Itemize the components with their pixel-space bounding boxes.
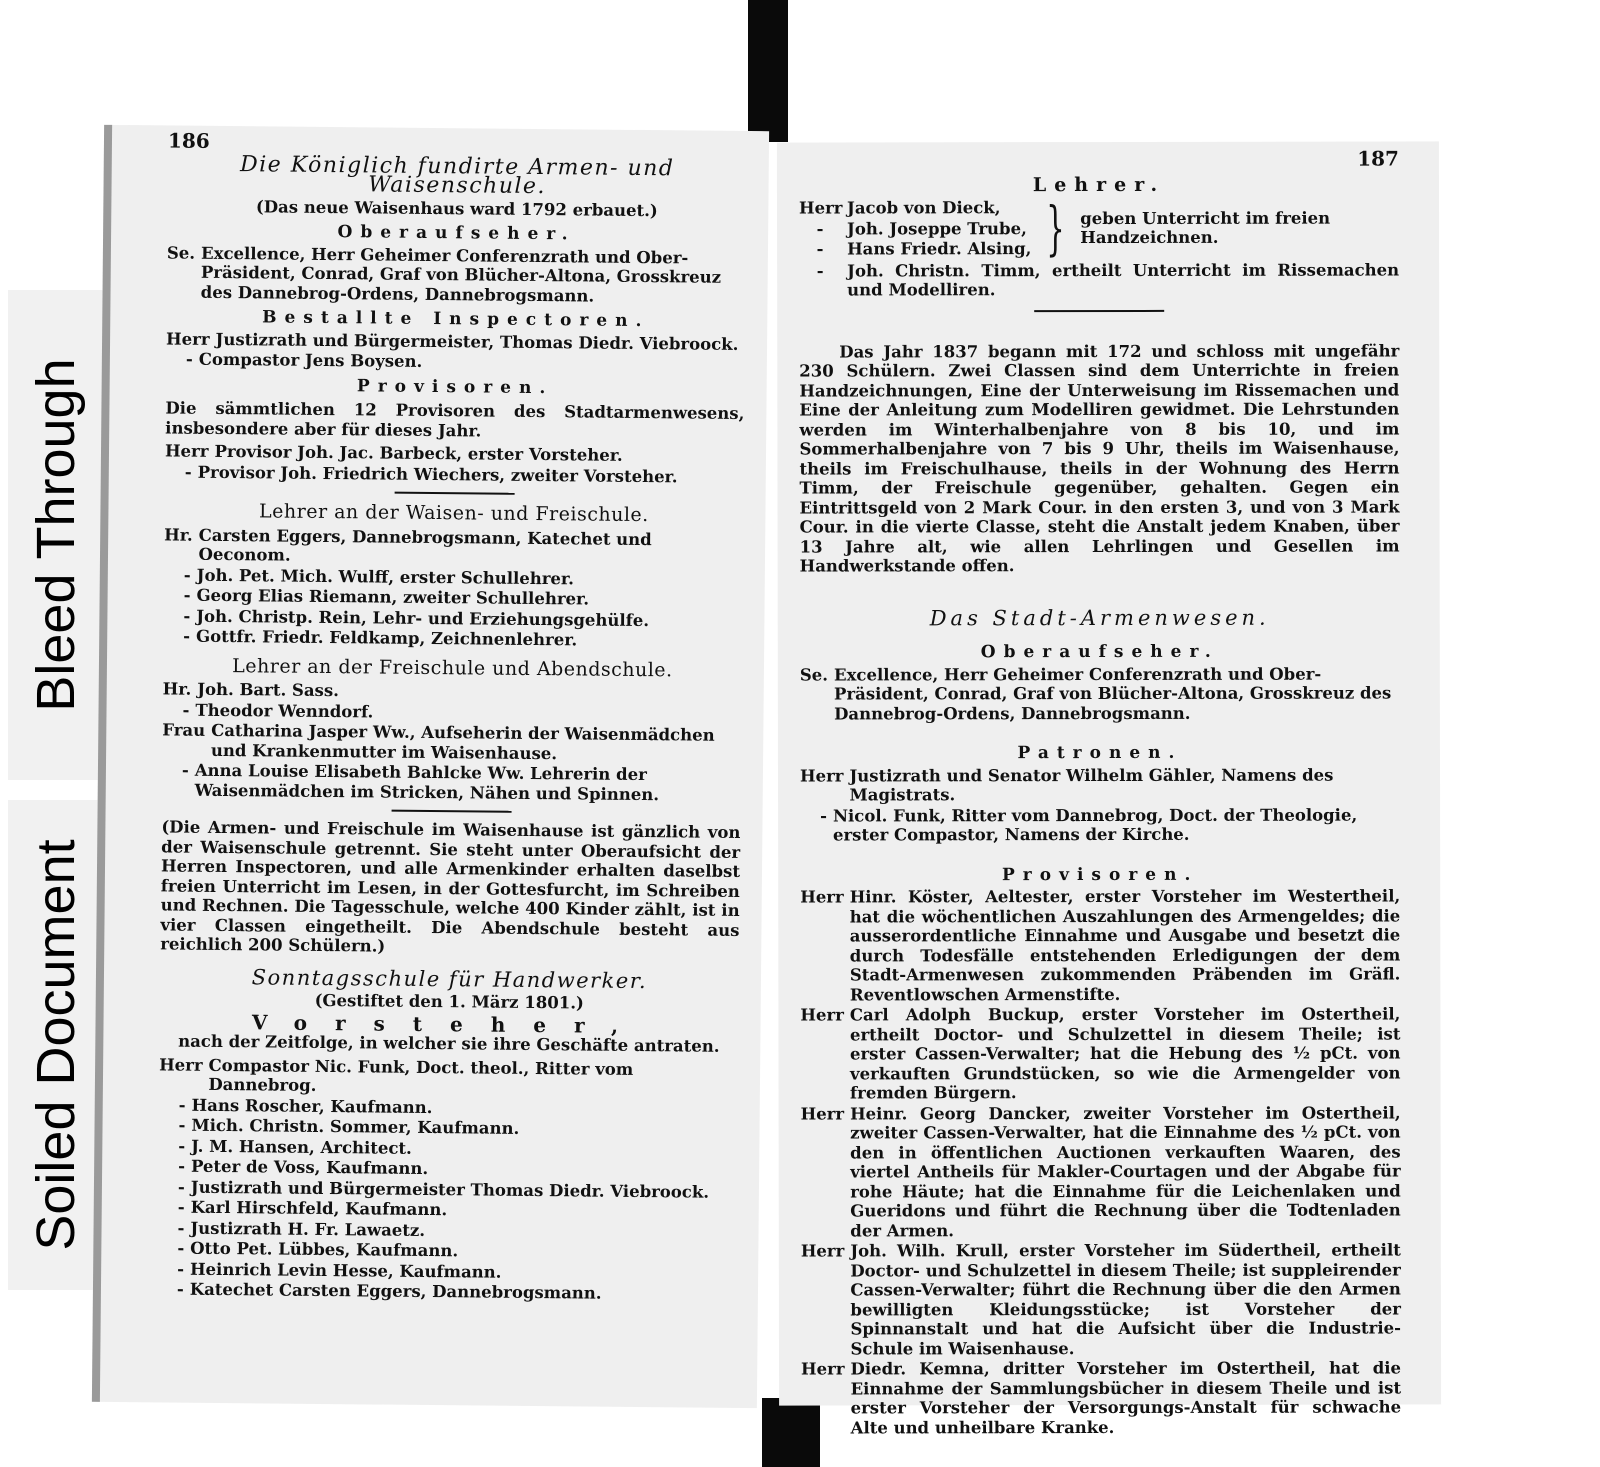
bleed-through-label: [8, 290, 104, 780]
entry-prefix: Frau: [162, 720, 206, 740]
entry-text: Joh. Bart. Sass.: [197, 679, 340, 701]
left-page: [92, 125, 769, 1408]
provisoren-heading: Provisoren.: [356, 375, 554, 398]
entry-text: Hans Friedr. Alsing,: [847, 239, 1032, 259]
entry-prefix: -: [181, 760, 189, 780]
entry-prefix: Hr.: [164, 524, 193, 545]
lehrer-brace-group: [798, 194, 1399, 263]
entry-prefix: -: [177, 1197, 185, 1217]
provisoren-intro: Die sämmtlichen 12 Provisoren des Stadtarmenwesens, insbesondere aber für dieses Jahr.: [165, 398, 745, 440]
entry-text: Joh. Christn. Timm, ertheilt Unterricht im Rissemachen und Modelliren.: [847, 259, 1400, 300]
entry-prefix: -: [816, 260, 824, 281]
right-page: [777, 141, 1441, 1437]
entry-prefix: -: [820, 805, 827, 826]
list-item: [801, 1103, 1401, 1241]
page-number: 187: [1357, 146, 1399, 171]
entry-prefix: Herr: [799, 765, 844, 786]
entry-prefix: -: [816, 218, 824, 239]
lehrer-waisen-heading: Lehrer an der Waisen- und Freischule.: [259, 500, 649, 527]
vorsteher-subtitle: nach der Zeitfolge, in welcher sie ihre Geschäfte antraten.: [178, 1031, 720, 1056]
divider: [394, 492, 514, 495]
inspectoren-heading: Bestallte Inspectoren.: [262, 307, 650, 332]
entry-text: Hans Roscher, Kaufmann.: [191, 1095, 433, 1117]
entry-prefix: -: [182, 700, 190, 720]
entry-text: Provisor Joh. Jac. Barbeck, erster Vorsteher.: [214, 441, 623, 465]
entry-text: Karl Hirschfeld, Kaufmann.: [190, 1197, 448, 1220]
entry-prefix: Herr: [166, 328, 210, 349]
entry-text: Excellence, Herr Geheimer Conferenzrath und Ober-Präsident, Conrad, Graf von Blücher-Altona, Grosskreuz des Dannebrog-Ordens, Dannebrogsmann.: [833, 664, 1392, 723]
entry-prefix: -: [183, 626, 191, 646]
list-item: [799, 198, 1031, 218]
list-item: [162, 720, 741, 765]
entry-prefix: -: [176, 1279, 184, 1299]
list-item: [164, 525, 743, 570]
entry-prefix: -: [183, 565, 191, 585]
entry-text: Otto Pet. Lübbes, Kaufmann.: [190, 1238, 459, 1261]
entry-prefix: -: [183, 606, 191, 626]
entry-prefix: -: [178, 1136, 186, 1156]
oberaufseher-entry: [166, 243, 746, 307]
entry-text: Catharina Jasper Ww., Aufseherin der Waisenmädchen und Krankenmutter im Waisenhause.: [210, 720, 715, 763]
entry-text: Katechet Carsten Eggers, Dannebrogsmann.: [189, 1279, 602, 1303]
entry-text: Joh. Joseppe Trube,: [847, 218, 1027, 238]
bleed-through-text: Bleed Through: [26, 358, 86, 712]
entry-text: Theodor Wenndorf.: [195, 700, 374, 721]
entry-text: Provisor Joh. Friedrich Wiechers, zweiter Vorsteher.: [197, 462, 678, 486]
oberaufseher-heading: Oberaufseher.: [337, 222, 576, 245]
entry-prefix: -: [816, 239, 824, 259]
list-item: [800, 765, 1400, 805]
entry-text: Georg Elias Riemann, zweiter Schullehrer.: [196, 585, 590, 609]
soiled-document-label: [8, 800, 104, 1290]
list-item: [159, 1055, 738, 1100]
entry-text: Excellence, Herr Geheimer Conferenzrath und Ober-Präsident, Conrad, Graf von Blücher-Altona, Grosskreuz des Dannebrog-Ordens, Dannebrogsmann.: [200, 243, 722, 306]
entry-prefix: -: [178, 1156, 186, 1176]
list-item: [163, 626, 742, 651]
list-item: [800, 805, 1400, 845]
entry-prefix: -: [185, 349, 193, 369]
divider: [391, 810, 511, 813]
entry-text: Compastor Nic. Funk, Doct. theol., Ritter vom Dannebrog.: [208, 1055, 634, 1095]
entry-text: Carsten Eggers, Dannebrogsmann, Katechet und Oeconom.: [198, 525, 652, 565]
entry-text: Carl Adolph Buckup, erster Vorsteher im Ostertheil, ertheilt Doctor- und Schulzettel in diesem Theile; ist erster Cassen-Verwalter; hat die Hebung des ½ pCt. von verkauften Grundstücken, so wie die Armengelder von fremden Bürgern.: [849, 1004, 1401, 1103]
entry-prefix: Hr.: [162, 679, 192, 699]
provisoren-heading: Provisoren.: [1001, 864, 1199, 885]
entry-text: Joh. Pet. Mich. Wulff, erster Schullehrer.: [196, 565, 574, 588]
entry-prefix: -: [177, 1238, 185, 1258]
entry-prefix: Herr: [159, 1054, 203, 1075]
entry-text: Compastor Jens Boysen.: [198, 349, 423, 371]
divider: [1034, 309, 1164, 311]
vorsteher-heading: Vorsteher,: [251, 1009, 647, 1038]
entry-prefix: Se.: [799, 664, 829, 685]
stadt-heading: Das Stadt-Armenwesen.: [929, 605, 1270, 630]
entry-prefix: Se.: [166, 242, 196, 263]
list-item: [157, 1279, 736, 1304]
entry-text: J. M. Hansen, Architect.: [191, 1136, 412, 1158]
entry-prefix: Herr: [801, 1359, 845, 1379]
entry-prefix: -: [178, 1115, 186, 1135]
entry-prefix: Herr: [164, 441, 209, 461]
soiled-document-text: Soiled Document: [26, 839, 86, 1251]
entry-prefix: Herr: [800, 1005, 844, 1025]
patronen-heading: Patronen.: [1017, 742, 1183, 764]
lehrer-heading: Lehrer.: [1032, 173, 1166, 196]
oberaufseher-entry: [800, 664, 1400, 724]
entry-text: Anna Louise Elisabeth Bahlcke Ww. Lehrerin der Waisenmädchen im Stricken, Nähen und Spinnen.: [194, 760, 660, 804]
list-item: [799, 260, 1399, 300]
sonntag-founded: (Gestiftet den 1. März 1801.): [314, 990, 584, 1013]
entry-prefix: Herr: [800, 887, 844, 907]
entry-prefix: -: [184, 462, 192, 482]
entry-prefix: Herr: [800, 1103, 845, 1124]
entry-text: Justizrath und Bürgermeister Thomas Diedr. Viebroock.: [190, 1177, 710, 1202]
brace-text: geben Unterricht im freien Handzeichnen.: [1080, 208, 1331, 248]
entry-text: Joh. Wilh. Krull, erster Vorsteher im Südertheil, ertheilt Doctor- und Schulzettel in diesem Theile; ist suppleirender Cassen-Verwalter; führt die Rechnung über die den Armen bewilligten Kleidungsstücke; ist Vorsteher der Spinnanstalt und hat die Aufsicht über die Industrie-Schule im Waisenhause.: [850, 1240, 1401, 1358]
entry-text: Heinr. Georg Dancker, zweiter Vorsteher im Ostertheil, zweiter Cassen-Verwalter, hat die Einnahme des ½ pCt. von den in öffentlichen Auctionen verkauften Waaren, des viertel Antheils für Makler-Courtagen und der Abgabe für rohe Häute; hat die Einnahme für die Leichenlaken und Gueridons und führt die Rechnung über die Todtenladen der Armen.: [850, 1102, 1401, 1240]
entry-prefix: -: [178, 1095, 186, 1115]
book-binding-top: [748, 0, 788, 142]
entry-text: Mich. Christn. Sommer, Kaufmann.: [191, 1115, 520, 1138]
entry-text: Heinrich Levin Hesse, Kaufmann.: [189, 1259, 502, 1282]
brace-glyph: }: [1046, 194, 1066, 263]
entry-prefix: -: [183, 585, 191, 605]
entry-text: Nicol. Funk, Ritter vom Dannebrog, Doct. der Theologie, erster Compastor, Namens der Kirche.: [832, 805, 1358, 845]
list-item: [800, 886, 1400, 1004]
sonntag-heading: Sonntagsschule für Handwerker.: [251, 964, 648, 993]
section-title: Die Königlich fundirte Armen- und Waisenschule.: [239, 151, 675, 200]
entry-text: Justizrath und Bürgermeister, Thomas Diedr. Viebroock.: [215, 329, 739, 354]
list-item: [800, 1004, 1400, 1103]
entry-text: Justizrath H. Fr. Lawaetz.: [190, 1218, 426, 1240]
entry-prefix: -: [177, 1218, 185, 1238]
list-item: [799, 239, 1031, 259]
list-item: [165, 462, 744, 487]
entry-text: Gottfr. Friedr. Feldkamp, Zeichnenlehrer.: [196, 626, 578, 650]
list-item: [801, 1240, 1401, 1358]
armen-note: (Die Armen- und Freischule im Waisenhause ist gänzlich von der Waisenschule getrennt. Sie steht unter Oberaufsicht der Herren Inspectoren, und alle Armenkinder erhalten daselbst freien Unterricht im Lesen, in der Gottesfurcht, im Schreiben und Rechnen. Die Tagesschule, welche 400 Kinder zählt, ist in vier Classen eingetheilt. Die Abendschule besteht aus reichlich 200 Schülern.): [160, 817, 741, 956]
list-item: [799, 219, 1031, 239]
entry-prefix: Herr: [800, 1241, 845, 1261]
entry-prefix: -: [177, 1259, 185, 1279]
entry-prefix: Herr: [798, 198, 843, 218]
built-note: (Das neue Waisenhaus ward 1792 erbauet.): [255, 196, 658, 220]
entry-text: Joh. Christp. Rein, Lehr- und Erziehungsgehülfe.: [196, 606, 650, 630]
list-item: [801, 1358, 1401, 1437]
entry-prefix: -: [177, 1177, 185, 1197]
entry-text: Diedr. Kemna, dritter Vorsteher im Ostertheil, hat die Einnahme der Sammlungsbücher in diesem Theile und ist erster Vorsteher der Versorgungs-Anstalt für schwache Alte und unheilbare Kranke.: [850, 1358, 1402, 1437]
lehrer-frei-heading: Lehrer an der Freischule und Abendschule.: [232, 654, 673, 681]
list-item: [166, 349, 745, 374]
entry-text: Jacob von Dieck,: [846, 198, 1001, 218]
page-number: 186: [167, 128, 210, 153]
entry-text: Peter de Voss, Kaufmann.: [190, 1156, 429, 1178]
jahr-paragraph: Das Jahr 1837 begann mit 172 und schloss mit ungefähr 230 Schülern. Zwei Classen sind dem Unterrichte in freien Handzeichnungen, Eine der Unterweisung im Rissemachen und Eine der Anleitung zum Modelliren gewidmet. Die Lehrstunden werden im Winterhalbenjahre von 8 bis 10, und im Sommerhalbenjahre von 7 bis 9 Uhr, theils im Waisenhause, theils im Freischulhause, theils in der Wohnung des Herrn Timm, der Freischule gegenüber, gehalten. Gegen ein Eintrittsgeld von 2 Mark Cour. in den ersten 3, und von 3 Mark Cour. in die vierte Classe, steht die Anstalt jedem Knaben, über 13 Jahre alt, wie allen Lehrlingen und Gesellen im Handwerkstande offen.: [799, 340, 1400, 576]
entry-text: Hinr. Köster, Aeltester, erster Vorsteher im Westertheil, hat die wöchentlichen Auszahlungen des Armengeldes; die ausserordentliche Einnahme und Ausgabe und besetzt die durch Todesfälle entstehenden Erledigungen der dem Stadt-Armenwesen zukommenden Präbenden im Gräfl. Reventlowschen Armenstifte.: [849, 886, 1401, 1004]
oberaufseher-heading: Oberaufseher.: [980, 641, 1219, 663]
entry-text: Justizrath und Senator Wilhelm Gähler, Namens des Magistrats.: [849, 765, 1334, 805]
list-item: [162, 760, 741, 805]
